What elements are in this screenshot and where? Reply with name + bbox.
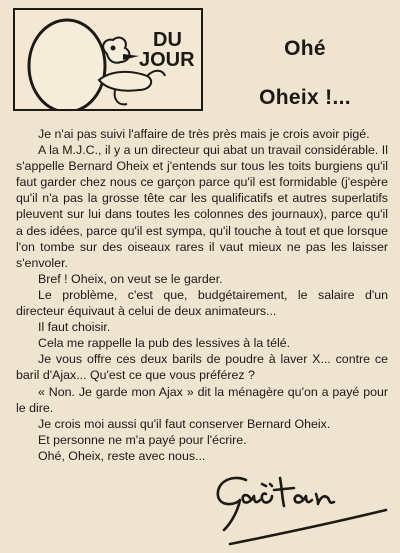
headline-line2: Oheix !... xyxy=(259,86,351,109)
signature-text: Gaëtan xyxy=(210,470,214,471)
logo-line2: JOUR xyxy=(139,49,195,71)
logo-line1: DU xyxy=(153,29,182,51)
article-body xyxy=(16,126,388,464)
paragraph: Je n'ai pas suivi l'affaire de très près mais je crois avoir pigé. xyxy=(38,127,370,141)
paragraph: A la M.J.C., il y a un directeur qui abat un travail considérable. Il s'appelle Bernard Oheix et j'entends sur tous les toits burgiens qu'il faut garder chez nous ce garçon parce qu'il est formidable (j'espère qu'il n'a pas la grosse tête car les qualificatifs et autres superlatifs pleuvent sur lui dans toutes les colonnes des journaux), parce qu'il a des idées, parce qu'il est sympa, qu'il touche à tout et que lorsque l'on tombe sur des oiseaux rares il vaut mieux ne pas les laisser s'envoler. xyxy=(16,143,388,270)
paragraph: Il faut choisir. xyxy=(38,320,111,335)
paragraph: Je crois moi aussi qu'il faut conserver Bernard Oheix. xyxy=(38,416,331,431)
paragraph: Le problème, c'est que, budgétairement, le salaire d'un directeur équivaut à celui de deux animateurs... xyxy=(16,287,388,319)
paragraph: « Non. Je garde mon Ajax » dit la ménagère qu'on a payé pour le dire. xyxy=(16,384,388,415)
headline-line1: Ohé xyxy=(284,37,326,60)
paragraph: Cela me rappelle la pub des lessives à la télé. xyxy=(38,336,291,351)
paragraph: Bref ! Oheix, on veut se le garder. xyxy=(38,271,223,286)
signature xyxy=(210,470,395,550)
paragraph: Je vous offre ces deux barils de poudre à laver X... contre ce baril d'Ajax... Qu'est ce que vous préférez ? xyxy=(16,352,388,383)
paragraph: Et personne ne m'a payé pour l'écrire. xyxy=(38,432,247,447)
paragraph: Ohé, Oheix, reste avec nous... xyxy=(38,448,206,463)
egg-icon xyxy=(15,10,203,111)
column-logo xyxy=(13,8,203,111)
